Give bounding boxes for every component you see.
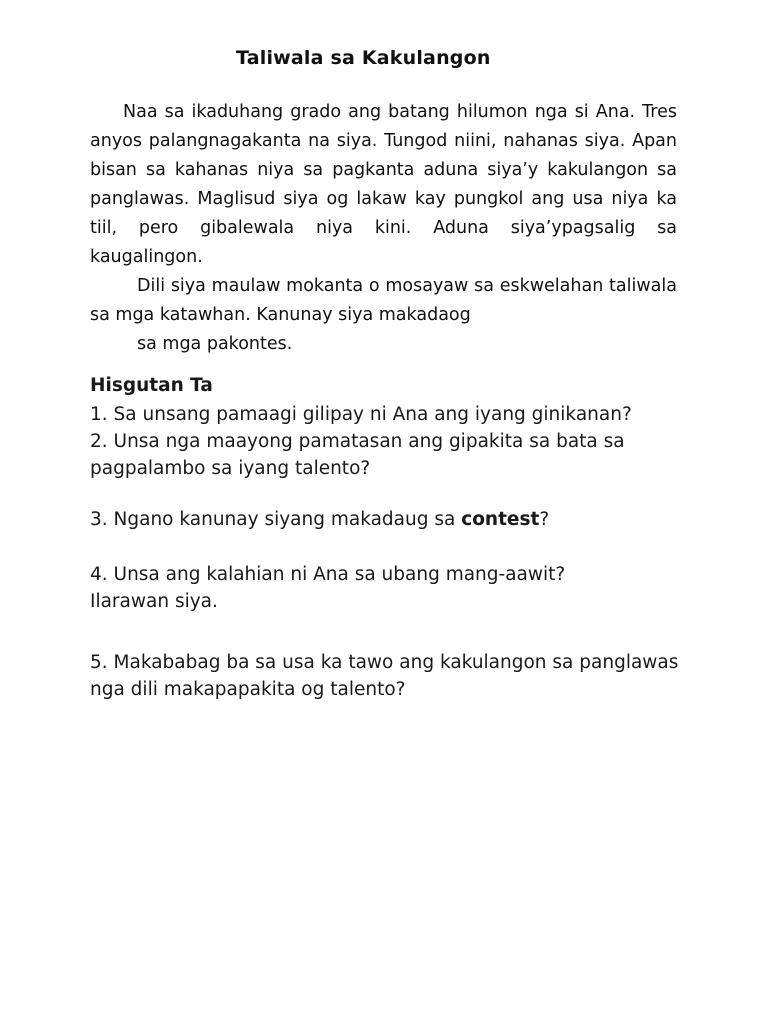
story-paragraph-2-main: Dili siya maulaw mokanta o mosayaw sa eskwelahan taliwala sa mga katawhan. Kanunay siya makadaog bbox=[90, 276, 677, 325]
question-2: 2. Unsa nga maayong pamatasan ang gipakita sa bata sa pagpalambo sa iyang talento? bbox=[90, 431, 625, 479]
question-1: 1. Sa unsang pamaagi gilipay ni Ana ang iyang ginikanan? bbox=[90, 404, 632, 425]
story-paragraph-1: Naa sa ikaduhang grado ang batang hilumon nga si Ana. Tres anyos palangnagakanta na siya. Tungod niini, nahanas siya. Apan bisan sa kahanas niya sa pagkanta aduna siya’y kakulangon sa panglawas. Maglisud siya og lakaw kay pungkol ang usa niya ka tiil, pero gibalewala niya kini. Aduna siya’ypagsalig sa kaugalingon. bbox=[90, 102, 677, 267]
document-title: Taliwala sa Kakulangon bbox=[236, 47, 491, 69]
question-4 bbox=[90, 561, 710, 615]
story-text bbox=[90, 98, 677, 359]
question-3-mark: ? bbox=[539, 509, 550, 530]
question-4-line-1: 4. Unsa ang kalahian ni Ana sa ubang mang-aawit? bbox=[90, 564, 566, 585]
question-3-emphasis: contest bbox=[461, 509, 540, 530]
story-paragraph-2-end: sa mga pakontes. bbox=[137, 334, 293, 354]
question-5: 5. Makababag ba sa usa ka tawo ang kakulangon sa panglawas nga dili makapapakita og talento? bbox=[90, 652, 679, 700]
question-4-line-2: Ilarawan siya. bbox=[90, 591, 218, 612]
question-3-text: 3. Ngano kanunay siyang makadaug sa bbox=[90, 509, 462, 530]
questions-heading: Hisgutan Ta bbox=[90, 375, 213, 396]
discussion-questions bbox=[90, 372, 710, 703]
story-paragraph-2 bbox=[90, 272, 677, 359]
question-3 bbox=[90, 506, 710, 533]
